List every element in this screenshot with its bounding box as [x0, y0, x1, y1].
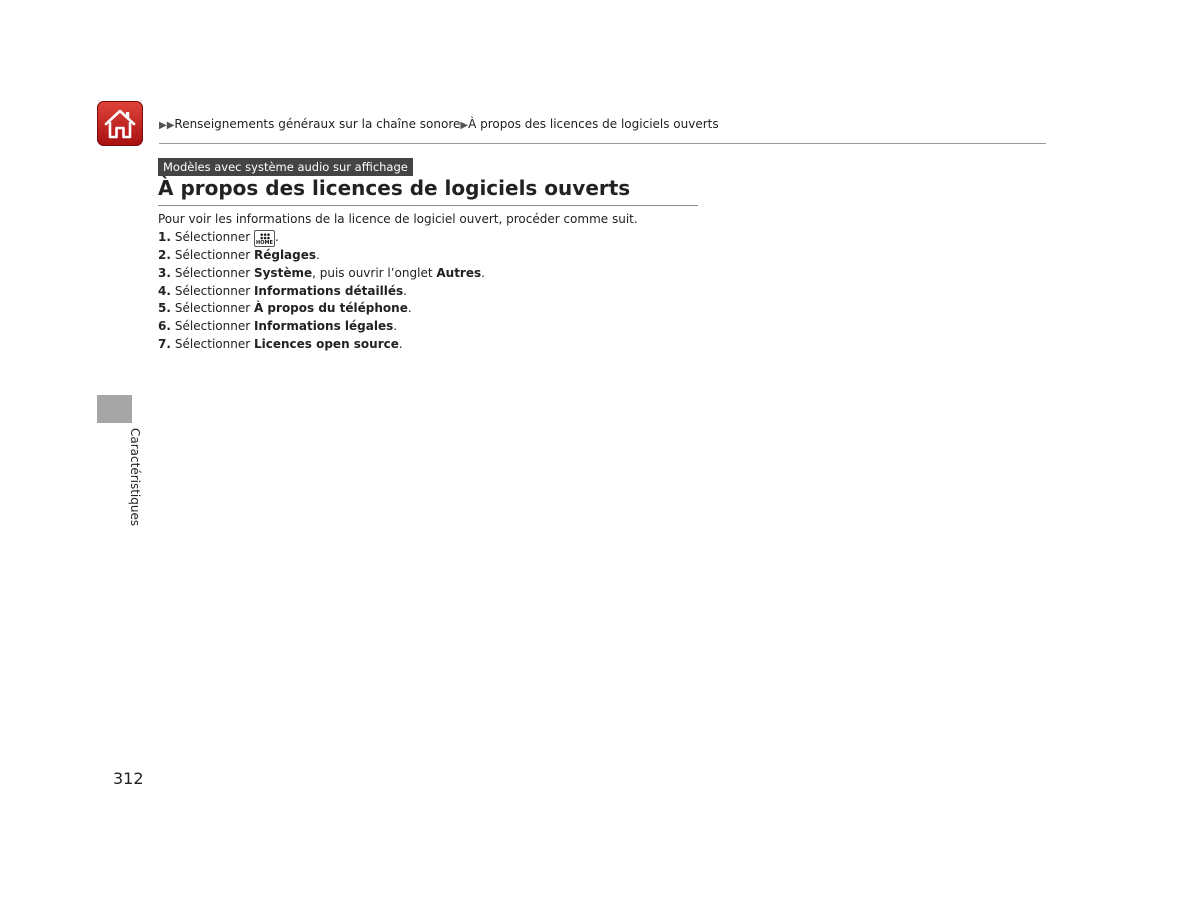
page-title: À propos des licences de logiciels ouverts	[158, 176, 631, 200]
section-tab-marker	[97, 395, 132, 423]
steps-list	[158, 229, 485, 354]
step-item: 5. Sélectionner À propos du téléphone.	[158, 301, 412, 316]
breadcrumb-current: À propos des licences de logiciels ouverts	[468, 117, 719, 131]
title-divider	[158, 205, 698, 206]
step-item: 3. Sélectionner Système, puis ouvrir l’onglet Autres.	[158, 265, 485, 280]
section-label: Caractéristiques	[128, 428, 142, 527]
page-number: 312	[113, 769, 144, 788]
home-key-icon: HOME	[254, 230, 275, 247]
step-item: 1. Sélectionner HOME .	[158, 230, 279, 246]
step-item: 2. Sélectionner Réglages.	[158, 248, 320, 262]
breadcrumb-arrows: ▶▶	[159, 120, 175, 131]
intro-text: Pour voir les informations de la licence de logiciel ouvert, procéder comme suit.	[158, 212, 638, 226]
step-item: 4. Sélectionner Informations détaillés.	[158, 283, 407, 298]
grid-icon	[260, 233, 270, 240]
house-icon	[103, 108, 137, 140]
breadcrumb-separator: ▶	[460, 120, 469, 131]
step-item: 6. Sélectionner Informations légales.	[158, 319, 398, 334]
home-icon-button[interactable]	[97, 101, 143, 146]
header-divider	[159, 143, 1046, 144]
breadcrumb	[159, 117, 719, 131]
step-item: 7. Sélectionner Licences open source.	[158, 336, 403, 351]
breadcrumb-parent-link[interactable]: Renseignements généraux sur la chaîne sonore	[174, 117, 461, 131]
model-badge: Modèles avec système audio sur affichage	[158, 158, 413, 176]
